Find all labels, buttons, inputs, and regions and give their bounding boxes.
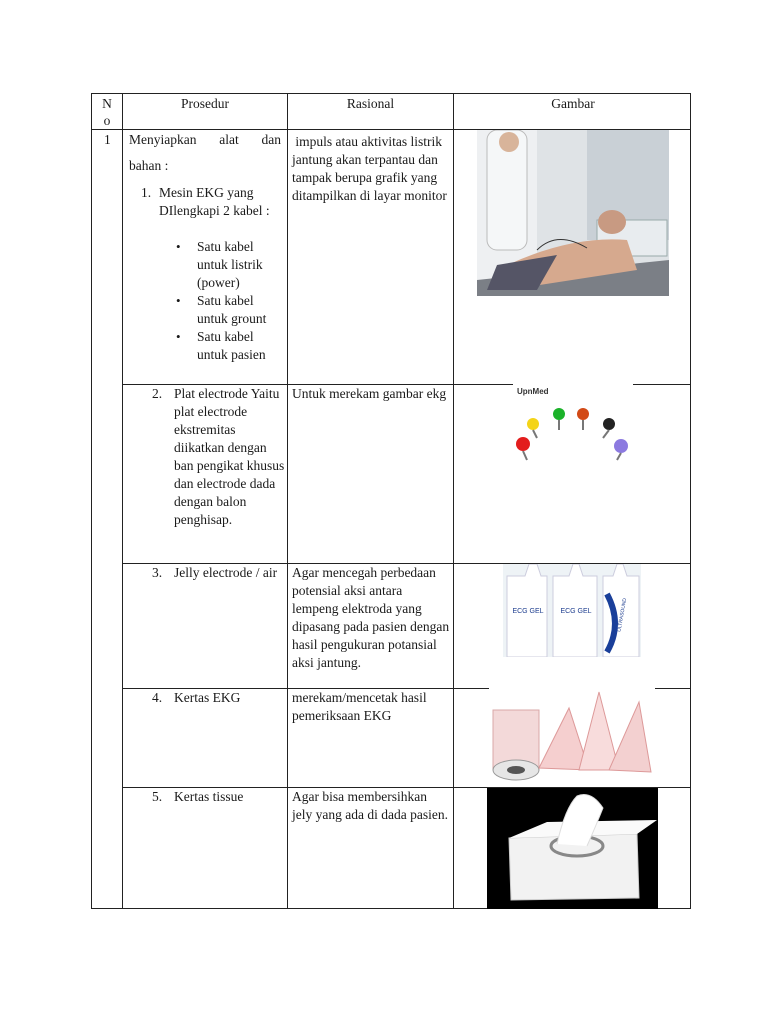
- item-number: 4.: [152, 690, 163, 705]
- intro-text: Menyiapkan alat dan: [129, 132, 281, 147]
- bottle-label: ECG GEL: [560, 608, 592, 615]
- bottle-label: ECG GEL: [512, 608, 544, 615]
- rasional-text: Untuk merekam gambar ekg: [292, 386, 447, 401]
- rasional-text: Agar bisa membersihkan jely yang ada di dada pasien.: [292, 789, 448, 822]
- item-text: Plat electrode Yaitu plat electrode ekstremitas diikatkan dengan ban pengikat khusus dan electrode dada dengan balon penghisap.: [174, 386, 285, 527]
- col-divider: [453, 94, 454, 908]
- item-text: Kertas EKG: [174, 690, 241, 705]
- header-gambar: Gambar: [551, 96, 595, 111]
- tissue-photo: [487, 788, 658, 909]
- col-divider: [122, 94, 123, 908]
- ekg-paper-photo: [489, 688, 655, 787]
- rasional-text: impuls atau aktivitas listrik jantung akan terpantau dan tampak berupa grafik yang ditampilkan di layar monitor: [292, 134, 447, 203]
- ekg-machine-photo: [477, 130, 669, 296]
- ecg-gel-photo: [503, 564, 641, 657]
- header-no: N o: [102, 96, 112, 128]
- item-number: 3.: [152, 565, 163, 580]
- row-number: 1: [104, 132, 111, 147]
- electrode-photo: [513, 384, 633, 490]
- procedure-table: [91, 93, 691, 909]
- bottle-label: ULTRASOUND: [616, 597, 629, 633]
- item-text: Kertas tissue: [174, 789, 244, 804]
- col-divider: [287, 94, 288, 908]
- item-number: 2.: [152, 386, 163, 401]
- header-rasional: Rasional: [346, 96, 395, 111]
- cable-list: [159, 238, 281, 364]
- intro-text: bahan :: [129, 158, 169, 173]
- list-item: • Satu kabel untuk pasien: [159, 328, 281, 364]
- item-number: 5.: [152, 789, 163, 804]
- brand-logo: UpnMed: [517, 387, 549, 396]
- rasional-text: Agar mencegah perbedaan potensial aksi antara lempeng elektroda yang dipasang pada pasien dengan hasil pengukuran potansial aksi jantung.: [292, 565, 450, 670]
- list-item: • Satu kabel untuk grount: [159, 292, 281, 328]
- rasional-text: merekam/mencetak hasil pemeriksaan EKG: [292, 690, 427, 723]
- item-number: 1.: [141, 185, 152, 200]
- header-prosedur: Prosedur: [181, 96, 229, 111]
- list-item: • Satu kabel untuk listrik (power): [159, 238, 281, 292]
- item-text: Mesin EKG yang DIlengkapi 2 kabel :: [159, 185, 270, 218]
- item-text: Jelly electrode / air: [174, 565, 278, 580]
